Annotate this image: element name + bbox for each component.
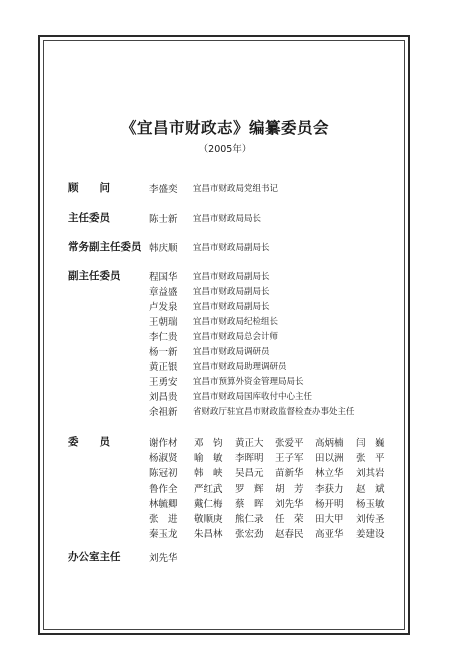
deputy-name: 王朝瑞 xyxy=(149,317,178,328)
member-name: 高炳楠 xyxy=(315,438,344,449)
deputy-name: 刘昌贵 xyxy=(149,392,178,403)
deputy-name: 卢发泉 xyxy=(149,302,178,313)
exec-deputy-name: 韩庆顺 xyxy=(149,243,178,254)
deputy-name: 王勇安 xyxy=(149,377,178,388)
deputy-role: 宜昌市财政局调研员 xyxy=(193,347,270,357)
member-name: 张宏劲 xyxy=(235,529,264,541)
member-name: 闫 巍 xyxy=(356,438,385,449)
section-label-exec-deputy: 常务副主任委员 xyxy=(68,241,142,253)
deputy-role: 宜昌市财政局副局长 xyxy=(193,287,270,297)
member-name: 蔡 晖 xyxy=(235,498,264,510)
deputy-role: 宜昌市财政局副局长 xyxy=(193,302,270,312)
member-name: 高亚华 xyxy=(315,529,344,541)
member-name: 杨玉敏 xyxy=(356,498,385,510)
section-label-deputies: 副主任委员 xyxy=(68,270,121,282)
member-name: 赵春民 xyxy=(275,529,304,541)
member-name: 刘其岩 xyxy=(356,468,385,480)
advisor-role: 宜昌市财政局党组书记 xyxy=(193,184,279,194)
page-title: 《宜昌市财政志》编纂委员会 xyxy=(120,118,329,137)
deputy-role: 宜昌市预算外资金管理局局长 xyxy=(193,377,304,387)
deputy-role: 宜昌市财政局副局长 xyxy=(193,272,270,282)
member-name: 邓 钧 xyxy=(194,438,223,449)
member-name: 胡 芳 xyxy=(275,483,304,495)
deputy-name: 黄正银 xyxy=(149,362,178,373)
member-name: 朱昌林 xyxy=(194,529,223,541)
member-name: 戴仁梅 xyxy=(194,498,223,510)
member-name: 吴昌元 xyxy=(235,468,264,480)
member-name: 喻 敏 xyxy=(194,453,223,465)
deputy-role: 省财政厅驻宜昌市财政监督检查办事处主任 xyxy=(193,407,355,417)
member-name: 杨开明 xyxy=(315,498,344,510)
deputy-role: 宜昌市财政局纪检组长 xyxy=(193,317,279,327)
member-name: 苗新华 xyxy=(275,468,304,480)
member-name: 严红武 xyxy=(194,483,223,495)
member-name: 敬顺庚 xyxy=(194,514,223,525)
member-name: 赵 斌 xyxy=(356,483,385,495)
director-name: 陈士新 xyxy=(149,214,178,225)
deputy-name: 章益盛 xyxy=(149,287,178,298)
section-label-office: 办公室主任 xyxy=(68,551,121,563)
member-name: 罗 辉 xyxy=(235,483,264,495)
office-director-name: 刘先华 xyxy=(149,553,178,564)
director-role: 宜昌市财政局局长 xyxy=(193,214,262,224)
member-name: 陈冠初 xyxy=(149,468,178,480)
member-name: 张 平 xyxy=(356,453,385,465)
advisor-name: 李盛奕 xyxy=(149,184,178,195)
section-label-director: 主任委员 xyxy=(68,212,110,224)
member-name: 李获力 xyxy=(315,483,344,495)
section-label-members: 委 员 xyxy=(68,436,110,448)
member-name: 秦玉龙 xyxy=(149,529,178,541)
member-name: 李晖明 xyxy=(235,453,264,465)
member-name: 田以洲 xyxy=(315,453,344,465)
section-label-advisor: 顾 问 xyxy=(68,182,110,194)
deputy-role: 宜昌市财政局助理调研员 xyxy=(193,362,287,372)
member-name: 刘先华 xyxy=(275,498,304,510)
member-name: 鲁作全 xyxy=(149,483,178,495)
year-caption: （2005年） xyxy=(198,144,252,155)
deputy-name: 余祖新 xyxy=(149,407,178,418)
member-name: 张 进 xyxy=(149,514,178,525)
member-name: 刘传圣 xyxy=(356,514,385,525)
deputy-role: 宜昌市财政局国库收付中心主任 xyxy=(193,392,313,402)
member-name: 韩 峡 xyxy=(194,468,223,480)
member-name: 熊仁录 xyxy=(235,514,264,525)
member-name: 姜建设 xyxy=(356,529,385,541)
deputy-name: 程国华 xyxy=(149,272,178,283)
member-name: 谢作材 xyxy=(149,438,178,449)
member-name: 黄正大 xyxy=(235,438,264,449)
member-name: 林毓卿 xyxy=(149,498,178,510)
member-name: 张爱平 xyxy=(275,438,304,449)
member-name: 王子军 xyxy=(275,453,304,465)
member-name: 任 荣 xyxy=(275,514,304,525)
deputy-role: 宜昌市财政局总会计师 xyxy=(193,332,279,342)
member-name: 田大甲 xyxy=(315,514,344,525)
member-name: 林立华 xyxy=(315,468,344,480)
member-name: 杨淑贤 xyxy=(149,453,178,465)
exec-deputy-role: 宜昌市财政局副局长 xyxy=(193,243,270,253)
deputy-name: 杨一新 xyxy=(149,347,178,358)
deputy-name: 李仁贵 xyxy=(149,332,178,343)
